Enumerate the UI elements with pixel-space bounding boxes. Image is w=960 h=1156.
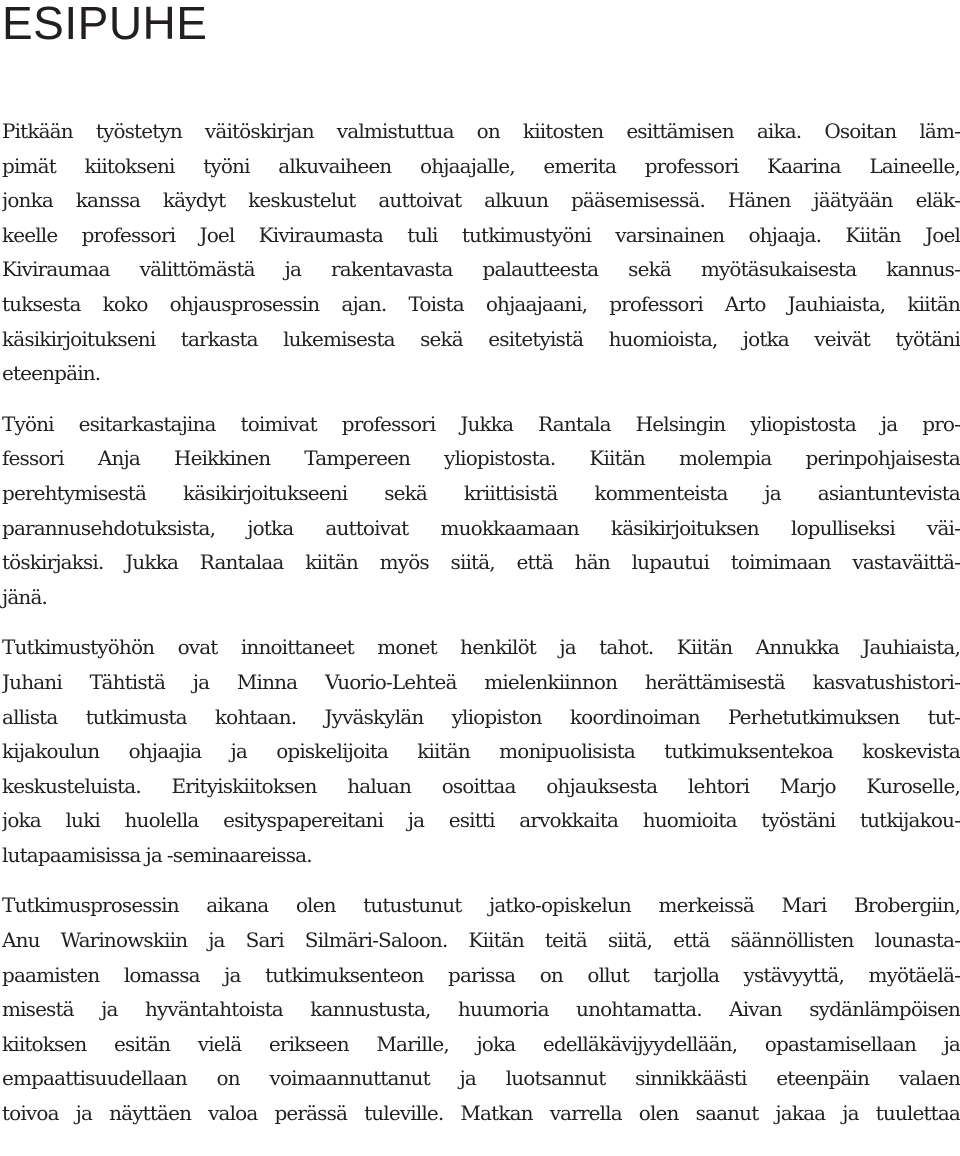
paragraph-2 — [2, 407, 960, 615]
text-line: parannusehdotuksista, jotka auttoivat muokkaamaan käsikirjoituksen lopulliseksi väi- — [2, 515, 960, 540]
text-line: kiitoksen esitän vielä erikseen Marille, joka edelläkävijyydellään, opastamisellaan ja — [2, 1031, 960, 1056]
text-line: jonka kanssa käydyt keskustelut auttoivat alkuun pääsemisessä. Hänen jäätyään eläk- — [2, 188, 960, 213]
paragraph-3 — [2, 630, 960, 872]
text-line: perehtymisestä käsikirjoitukseeni sekä kriittisistä kommenteista ja asiantuntevista — [2, 480, 960, 505]
text-line: Juhani Tähtistä ja Minna Vuorio-Lehteä mielenkiinnon herättämisestä kasvatushistori- — [2, 669, 960, 694]
body-text — [2, 114, 960, 1147]
text-line: toivoa ja näyttäen valoa perässä tuleville. Matkan varrella olen saanut jakaa ja tuulettaa — [2, 1101, 960, 1126]
text-line: Tutkimustyöhön ovat innoittaneet monet henkilöt ja tahot. Kiitän Annukka Jauhiaista, — [2, 635, 960, 660]
text-line: misestä ja hyväntahtoista kannustusta, huumoria unohtamatta. Aivan sydänlämpöisen — [2, 997, 960, 1022]
text-line: tuksesta koko ohjausprosessin ajan. Toista ohjaajaani, professori Arto Jauhiaista, kiitän — [2, 291, 960, 316]
text-line: lutapaamisissa ja -seminaareissa. — [2, 842, 312, 867]
text-line: kijakoulun ohjaajia ja opiskelijoita kiitän monipuolisista tutkimuksentekoa koskevista — [2, 739, 960, 764]
text-line: fessori Anja Heikkinen Tampereen yliopistosta. Kiitän molempia perinpohjaisesta — [2, 446, 960, 471]
text-line: Pitkään työstetyn väitöskirjan valmistuttua on kiitosten esittämisen aika. Osoitan läm- — [2, 119, 960, 143]
text-line: joka luki huolella esityspapereitani ja esitti arvokkaita huomioita työstäni tutkijakou- — [2, 808, 960, 833]
text-line: Anu Warinowskiin ja Sari Silmäri-Saloon. Kiitän teitä siitä, että säännöllisten lounasta- — [2, 928, 960, 953]
text-line: Kiviraumaa välittömästä ja rakentavasta palautteesta sekä myötäsukaisesta kannus- — [2, 257, 960, 282]
text-line: Tutkimusprosessin aikana olen tutustunut jatko-opiskelun merkeissä Mari Brobergiin, — [2, 893, 960, 918]
text-line: keelle professori Joel Kiviraumasta tuli tutkimustyöni varsinainen ohjaaja. Kiitän Joel — [2, 222, 960, 247]
paragraph-4 — [2, 888, 960, 1130]
text-line: Työni esitarkastajina toimivat professori Jukka Rantala Helsingin yliopistosta ja pro- — [2, 411, 960, 436]
text-line: eteenpäin. — [2, 361, 101, 386]
text-line: empaattisuudellaan on voimaannuttanut ja luotsannut sinnikkäästi eteenpäin valaen — [2, 1066, 960, 1091]
text-line: pimät kiitokseni työni alkuvaiheen ohjaajalle, emerita professori Kaarina Laineelle, — [2, 153, 960, 178]
text-line: töskirjaksi. Jukka Rantalaa kiitän myös siitä, että hän lupautui toimimaan vastaväittä- — [2, 550, 960, 575]
text-line: paamisten lomassa ja tutkimuksenteon parissa on ollut tarjolla ystävyyttä, myötäelä- — [2, 962, 960, 987]
text-line: jänä. — [2, 584, 48, 609]
text-line: allista tutkimusta kohtaan. Jyväskylän yliopiston koordinoiman Perhetutkimuksen tut- — [2, 704, 960, 729]
text-line: käsikirjoitukseni tarkasta lukemisesta sekä esitetyistä huomioista, jotka veivät työtäni — [2, 326, 960, 351]
page-title: ESIPUHE — [2, 0, 208, 49]
text-line: keskusteluista. Erityiskiitoksen haluan osoittaa ohjauksesta lehtori Marjo Kuroselle, — [2, 773, 960, 798]
paragraph-1 — [2, 114, 960, 391]
